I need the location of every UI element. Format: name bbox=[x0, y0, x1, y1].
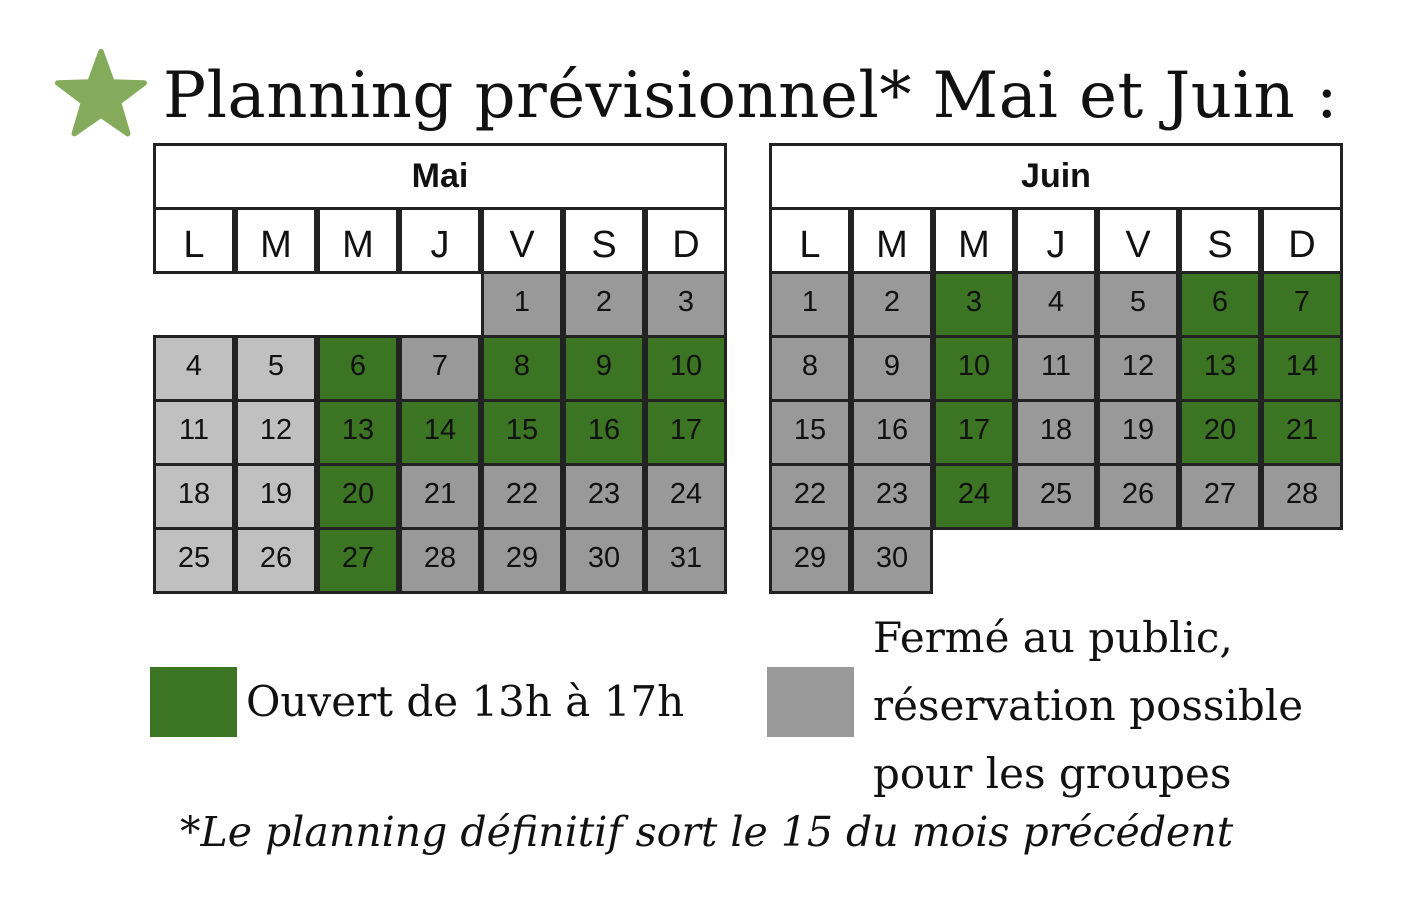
weekday-row bbox=[769, 210, 1343, 274]
day-cell-closed: 23 bbox=[851, 463, 933, 530]
day-cell-closed: 7 bbox=[399, 335, 481, 402]
day-cell-closed: 30 bbox=[563, 527, 645, 594]
day-cell-open: 14 bbox=[1261, 335, 1343, 402]
weekday-header: M bbox=[317, 207, 399, 274]
legend-closed-line: Fermé au public, bbox=[873, 613, 1233, 662]
day-cell-closed: 3 bbox=[645, 271, 727, 338]
empty-day-cell bbox=[933, 527, 1015, 594]
day-cell-closed: 23 bbox=[563, 463, 645, 530]
day-cell-closed: 1 bbox=[769, 271, 851, 338]
empty-day-cell bbox=[1179, 527, 1261, 594]
legend-open-label: Ouvert de 13h à 17h bbox=[246, 677, 685, 726]
day-cell-closed: 26 bbox=[1097, 463, 1179, 530]
day-cell-open: 14 bbox=[399, 399, 481, 466]
weekday-header: M bbox=[235, 207, 317, 274]
day-cell-closed: 22 bbox=[481, 463, 563, 530]
calendar-juin bbox=[769, 143, 1343, 594]
day-cell-open: 15 bbox=[481, 399, 563, 466]
week-row bbox=[769, 466, 1343, 530]
day-cell-closed: 19 bbox=[235, 463, 317, 530]
weekday-row bbox=[153, 210, 727, 274]
day-cell-closed: 19 bbox=[1097, 399, 1179, 466]
month-header: Mai bbox=[153, 143, 727, 210]
day-cell-closed: 28 bbox=[399, 527, 481, 594]
legend-open-swatch bbox=[150, 667, 237, 737]
day-cell-closed: 16 bbox=[851, 399, 933, 466]
day-cell-closed: 11 bbox=[153, 399, 235, 466]
weekday-header: M bbox=[933, 207, 1015, 274]
calendar-grid bbox=[769, 210, 1343, 594]
day-cell-closed: 25 bbox=[153, 527, 235, 594]
day-cell-closed: 9 bbox=[851, 335, 933, 402]
empty-day-cell bbox=[1015, 527, 1097, 594]
day-cell-closed: 29 bbox=[769, 527, 851, 594]
day-cell-open: 17 bbox=[933, 399, 1015, 466]
day-cell-closed: 11 bbox=[1015, 335, 1097, 402]
week-row bbox=[153, 338, 727, 402]
weekday-header: D bbox=[645, 207, 727, 274]
day-cell-closed: 1 bbox=[481, 271, 563, 338]
day-cell-open: 13 bbox=[1179, 335, 1261, 402]
day-cell-closed: 5 bbox=[235, 335, 317, 402]
week-row bbox=[153, 466, 727, 530]
week-row bbox=[153, 402, 727, 466]
day-cell-open: 10 bbox=[645, 335, 727, 402]
day-cell-closed: 18 bbox=[153, 463, 235, 530]
day-cell-open: 13 bbox=[317, 399, 399, 466]
day-cell-closed: 2 bbox=[851, 271, 933, 338]
weekday-header: D bbox=[1261, 207, 1343, 274]
page-title: Planning prévisionnel* Mai et Juin : bbox=[163, 59, 1339, 133]
weekday-header: L bbox=[153, 207, 235, 274]
day-cell-open: 16 bbox=[563, 399, 645, 466]
weekday-header: S bbox=[563, 207, 645, 274]
calendar-mai bbox=[153, 143, 727, 594]
day-cell-open: 10 bbox=[933, 335, 1015, 402]
legend-closed-swatch bbox=[767, 667, 854, 737]
day-cell-closed: 22 bbox=[769, 463, 851, 530]
week-row bbox=[769, 338, 1343, 402]
week-row bbox=[769, 530, 1343, 594]
month-header: Juin bbox=[769, 143, 1343, 210]
day-cell-closed: 4 bbox=[1015, 271, 1097, 338]
weekday-header: L bbox=[769, 207, 851, 274]
weekday-header: M bbox=[851, 207, 933, 274]
day-cell-open: 3 bbox=[933, 271, 1015, 338]
day-cell-open: 9 bbox=[563, 335, 645, 402]
empty-day-cell bbox=[399, 271, 481, 338]
day-cell-open: 8 bbox=[481, 335, 563, 402]
day-cell-closed: 21 bbox=[399, 463, 481, 530]
weekday-header: V bbox=[481, 207, 563, 274]
day-cell-closed: 5 bbox=[1097, 271, 1179, 338]
day-cell-closed: 27 bbox=[1179, 463, 1261, 530]
day-cell-closed: 24 bbox=[645, 463, 727, 530]
day-cell-open: 6 bbox=[317, 335, 399, 402]
day-cell-closed: 18 bbox=[1015, 399, 1097, 466]
day-cell-open: 17 bbox=[645, 399, 727, 466]
header bbox=[55, 40, 1405, 150]
week-row bbox=[153, 530, 727, 594]
day-cell-closed: 28 bbox=[1261, 463, 1343, 530]
empty-day-cell bbox=[153, 271, 235, 338]
day-cell-open: 21 bbox=[1261, 399, 1343, 466]
weekday-header: V bbox=[1097, 207, 1179, 274]
empty-day-cell bbox=[235, 271, 317, 338]
star-icon bbox=[55, 48, 147, 140]
weekday-header: J bbox=[1015, 207, 1097, 274]
day-cell-closed: 12 bbox=[235, 399, 317, 466]
calendar-grid bbox=[153, 210, 727, 594]
legend-closed-line: réservation possible bbox=[873, 681, 1304, 730]
empty-day-cell bbox=[1261, 527, 1343, 594]
day-cell-closed: 12 bbox=[1097, 335, 1179, 402]
week-row bbox=[769, 402, 1343, 466]
footnote: *Le planning définitif sort le 15 du mois précédent bbox=[180, 808, 1234, 856]
empty-day-cell bbox=[317, 271, 399, 338]
day-cell-closed: 8 bbox=[769, 335, 851, 402]
legend-closed-line: pour les groupes bbox=[873, 749, 1232, 798]
day-cell-closed: 31 bbox=[645, 527, 727, 594]
week-row bbox=[153, 274, 727, 338]
day-cell-closed: 25 bbox=[1015, 463, 1097, 530]
day-cell-open: 7 bbox=[1261, 271, 1343, 338]
day-cell-closed: 15 bbox=[769, 399, 851, 466]
day-cell-open: 20 bbox=[317, 463, 399, 530]
empty-day-cell bbox=[1097, 527, 1179, 594]
day-cell-open: 20 bbox=[1179, 399, 1261, 466]
week-row bbox=[769, 274, 1343, 338]
weekday-header: J bbox=[399, 207, 481, 274]
legend-closed-label bbox=[873, 604, 1393, 808]
day-cell-open: 24 bbox=[933, 463, 1015, 530]
day-cell-closed: 26 bbox=[235, 527, 317, 594]
day-cell-closed: 30 bbox=[851, 527, 933, 594]
day-cell-open: 6 bbox=[1179, 271, 1261, 338]
day-cell-open: 27 bbox=[317, 527, 399, 594]
weekday-header: S bbox=[1179, 207, 1261, 274]
day-cell-closed: 4 bbox=[153, 335, 235, 402]
day-cell-closed: 2 bbox=[563, 271, 645, 338]
day-cell-closed: 29 bbox=[481, 527, 563, 594]
